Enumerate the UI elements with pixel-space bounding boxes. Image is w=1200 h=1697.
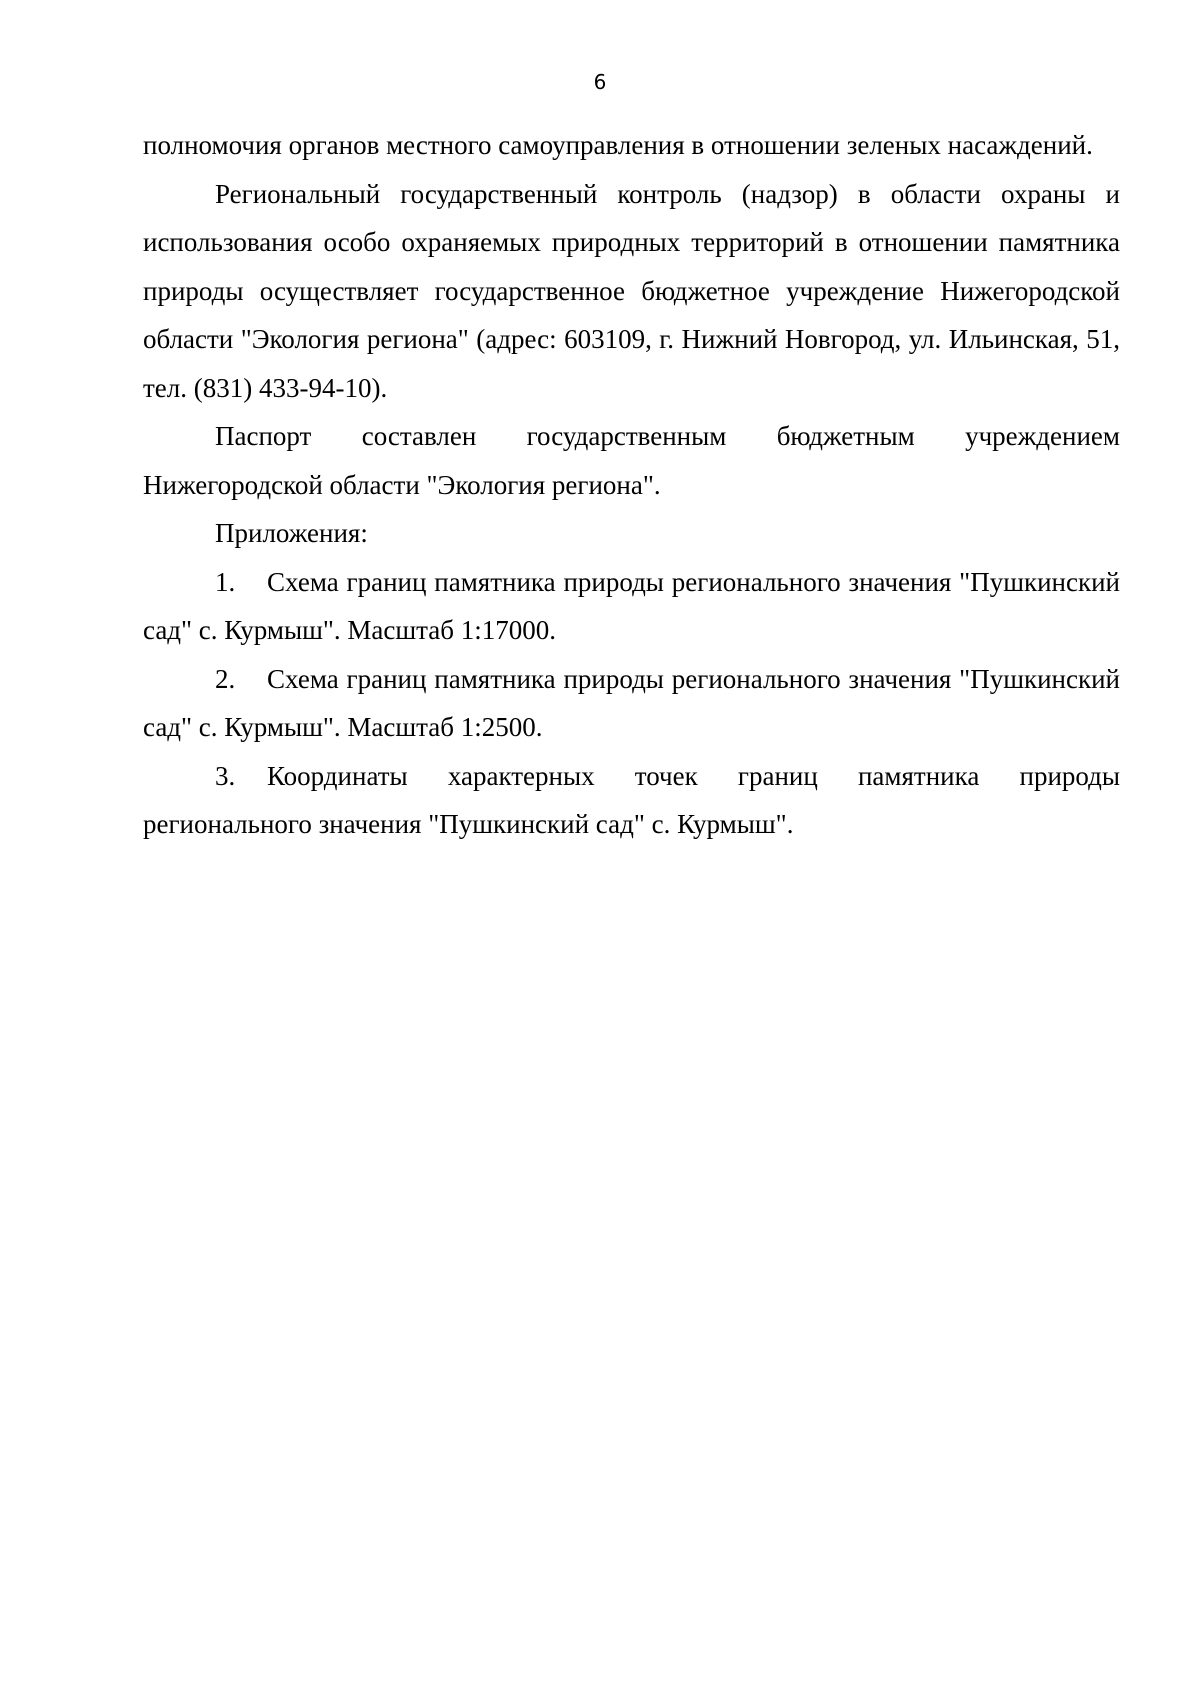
attachment-text: Координаты характерных точек границ памятника природы регионального значения "Пушкинский сад" с. Курмыш". bbox=[143, 760, 1120, 839]
paragraph-regional-control: Региональный государственный контроль (надзор) в области охраны и использования особо охраняемых природных территорий в отношении памятника природы осуществляет государственное бюджетное учреждение Нижегородской области "Экология региона" (адрес: 603109, г. Нижний Новгород, ул. Ильинская, 51, тел. (831) 433-94-10). bbox=[143, 178, 1120, 403]
attachment-number: 3. bbox=[215, 760, 236, 791]
paragraph-continuation: полномочия органов местного самоуправления в отношении зеленых насаждений. bbox=[143, 130, 1093, 160]
attachment-item-1 bbox=[143, 558, 1120, 655]
paragraph-passport-author: Паспорт составлен государственным бюджетным учреждением Нижегородской области "Экология региона". bbox=[143, 421, 1120, 500]
attachment-item-2 bbox=[143, 655, 1120, 752]
attachment-number: 1. bbox=[215, 566, 236, 597]
attachment-number: 2. bbox=[215, 663, 236, 694]
attachment-text: Схема границ памятника природы регионального значения "Пушкинский сад" с. Курмыш". Масштаб 1:17000. bbox=[143, 566, 1120, 645]
attachments-heading: Приложения: bbox=[215, 518, 368, 548]
page-number: 6 bbox=[593, 70, 607, 94]
attachment-text: Схема границ памятника природы регионального значения "Пушкинский сад" с. Курмыш". Масштаб 1:2500. bbox=[143, 663, 1120, 742]
attachment-item-3 bbox=[143, 752, 1120, 849]
document-body bbox=[143, 121, 1120, 849]
